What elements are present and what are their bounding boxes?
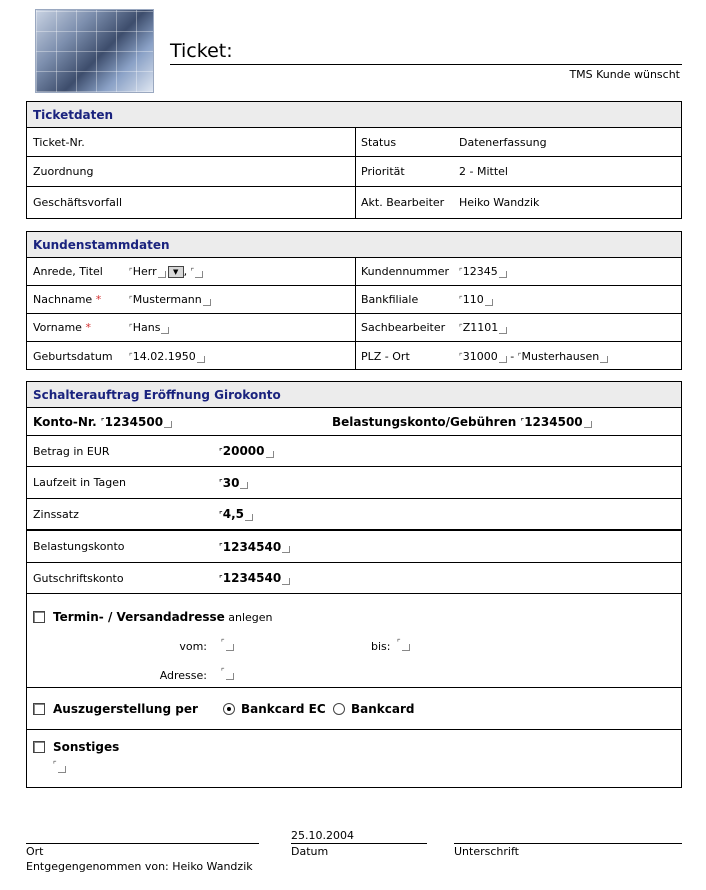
vorname-field[interactable]	[129, 314, 169, 341]
field-start-icon: ⌜	[459, 267, 463, 276]
anrede-field[interactable]: ⌜ Herr ▼ , ⌜	[129, 258, 203, 285]
belastungskonto-value: 1234540	[222, 539, 282, 554]
bis-label: bis:	[371, 640, 391, 653]
page-title: Ticket:	[170, 40, 233, 62]
page-subtitle: TMS Kunde wünscht	[569, 68, 680, 81]
belastungskonto-gebuehren-label: Belastungskonto/Gebühren	[332, 414, 517, 429]
kundenstammdaten-heading: Kundenstammdaten	[27, 232, 681, 258]
ticket-nr-label: Ticket-Nr.	[33, 135, 85, 149]
field-end-icon	[499, 327, 507, 334]
ort-line	[26, 843, 259, 844]
ticketdaten-section	[26, 101, 682, 219]
field-start-icon: ⌜	[190, 267, 195, 276]
ticketdaten-heading: Ticketdaten	[27, 102, 681, 128]
gutschriftskonto-value: 1234540	[222, 571, 282, 585]
bankfiliale-field[interactable]	[459, 286, 493, 313]
konto-nr-field[interactable]	[33, 408, 172, 435]
kundennummer-label: Kundennummer	[361, 265, 449, 278]
nachname-value: Mustermann	[132, 293, 202, 306]
betrag-value: 20000	[222, 444, 265, 458]
field-start-icon: ⌜	[517, 351, 522, 361]
belastungskonto-gebuehren-field[interactable]	[332, 408, 592, 435]
nachname-field[interactable]	[129, 286, 211, 313]
sonstiges-row	[27, 730, 681, 786]
kundenstammdaten-section	[26, 231, 682, 370]
auftrag-row	[27, 436, 681, 467]
zinssatz-label: Zinssatz	[33, 507, 79, 521]
auftrag-row	[27, 467, 681, 499]
field-end-icon	[600, 356, 608, 363]
vorname-label: Vorname *	[33, 321, 91, 334]
kunden-row	[27, 314, 681, 342]
auftrag-row	[27, 563, 681, 594]
bankcard-ec-radio[interactable]	[223, 703, 235, 715]
field-end-icon	[164, 421, 172, 428]
betrag-label: Betrag in EUR	[33, 444, 110, 458]
bankfiliale-label: Bankfiliale	[361, 293, 419, 306]
geburtsdatum-value: 14.02.1950	[132, 349, 196, 363]
sonstiges-label: Sonstiges	[53, 740, 120, 754]
sachbearbeiter-value: Z1101	[462, 321, 499, 334]
header-logo-image	[35, 9, 154, 93]
geburtsdatum-label: Geburtsdatum	[33, 349, 113, 363]
field-start-icon: ⌜	[100, 417, 105, 426]
field-start-icon: ⌜	[459, 295, 463, 304]
auszug-checkbox-group[interactable]	[33, 688, 198, 729]
nachname-label: Nachname *	[33, 293, 102, 306]
field-start-icon: ⌜	[459, 351, 463, 361]
anrede-label: Anrede, Titel	[33, 265, 103, 278]
prioritaet-value: 2 - Mittel	[459, 165, 508, 178]
termin-checkbox-group[interactable]	[33, 610, 273, 624]
bankcard-radio[interactable]	[333, 703, 345, 715]
bankcard-radio-group[interactable]	[333, 688, 415, 729]
konto-row	[27, 408, 681, 436]
auftrag-row	[27, 531, 681, 563]
konto-nr-label: Konto-Nr.	[33, 414, 97, 429]
bis-field[interactable]: ⌜	[397, 638, 410, 654]
field-end-icon	[158, 271, 166, 278]
entgegengenommen-text: Entgegengenommen von: Heiko Wandzik	[26, 860, 253, 873]
bankfiliale-value: 110	[462, 293, 484, 306]
laufzeit-label: Laufzeit in Tagen	[33, 476, 127, 489]
sonstiges-checkbox[interactable]	[33, 741, 45, 753]
plz-ort-field[interactable]: ⌜ 31000 - ⌜ Musterhausen	[459, 342, 608, 370]
geburtsdatum-field[interactable]	[129, 342, 205, 370]
ort-label: Ort	[26, 845, 44, 858]
konto-nr-value: 1234500	[104, 414, 164, 429]
field-end-icon	[499, 271, 507, 278]
field-end-icon	[499, 356, 507, 363]
zuordnung-label: Zuordnung	[33, 165, 94, 178]
status-value: Datenerfassung	[459, 135, 547, 149]
plz-value: 31000	[462, 349, 498, 363]
required-mark: *	[85, 321, 91, 334]
datum-line	[291, 843, 427, 844]
schalterauftrag-heading: Schalterauftrag Eröffnung Girokonto	[27, 382, 681, 408]
datum-value: 25.10.2004	[291, 829, 354, 842]
sachbearbeiter-label: Sachbearbeiter	[361, 321, 446, 334]
bankcard-ec-label: Bankcard EC	[241, 701, 326, 716]
kunden-row	[27, 286, 681, 314]
belastungskonto-field[interactable]: ⌜ 1234540	[219, 531, 290, 562]
title-divider	[170, 64, 682, 65]
field-end-icon	[584, 421, 592, 428]
ticketdaten-row	[27, 187, 681, 218]
ticketdaten-row	[27, 128, 681, 157]
adresse-field[interactable]: ⌜	[221, 667, 234, 683]
gutschriftskonto-label: Gutschriftskonto	[33, 571, 124, 585]
field-end-icon	[195, 271, 203, 278]
termin-label-rest: anlegen	[228, 610, 273, 624]
field-end-icon	[485, 299, 493, 306]
field-start-icon: ⌜	[129, 351, 133, 361]
vorname-value: Hans	[132, 321, 161, 334]
prioritaet-label: Priorität	[361, 165, 405, 178]
termin-label: Termin- / Versandadresse	[53, 610, 225, 624]
geschaeftsvorfall-label: Geschäftsvorfall	[33, 196, 122, 209]
field-start-icon: ⌜	[129, 267, 133, 276]
ticketdaten-row	[27, 157, 681, 187]
entgegengenommen-value: Heiko Wandzik	[172, 860, 253, 873]
status-label: Status	[361, 135, 397, 149]
betrag-field[interactable]: ⌜ 20000	[219, 436, 274, 466]
field-start-icon: ⌜	[129, 323, 133, 332]
bearbeiter-value: Heiko Wandzik	[459, 196, 540, 209]
field-end-icon	[197, 356, 205, 363]
termin-checkbox[interactable]	[33, 611, 45, 623]
adresse-label: Adresse:	[159, 669, 207, 682]
vom-label: vom:	[179, 640, 207, 653]
termin-row	[27, 594, 681, 688]
datum-label: Datum	[291, 845, 329, 858]
plz-ort-label: PLZ - Ort	[361, 349, 410, 363]
laufzeit-value: 30	[222, 475, 240, 490]
zinssatz-field[interactable]: ⌜ 4,5	[219, 499, 253, 529]
unterschrift-line	[454, 843, 682, 844]
field-end-icon	[161, 327, 169, 334]
laufzeit-field[interactable]: ⌜ 30	[219, 467, 248, 498]
bankcard-ec-radio-group[interactable]	[223, 688, 326, 729]
ort-value: Musterhausen	[521, 349, 600, 363]
kunden-row	[27, 258, 681, 286]
bankcard-label: Bankcard	[351, 701, 415, 716]
bearbeiter-label: Akt. Bearbeiter	[361, 196, 445, 209]
gutschriftskonto-field[interactable]: ⌜ 1234540	[219, 563, 290, 593]
required-mark: *	[95, 293, 102, 306]
schalterauftrag-section	[26, 381, 682, 788]
anrede-value: Herr	[132, 265, 157, 278]
auszug-label: Auszugerstellung per	[53, 701, 198, 716]
field-start-icon: ⌜	[129, 295, 133, 304]
unterschrift-label: Unterschrift	[454, 845, 519, 858]
auftrag-row	[27, 499, 681, 531]
auszug-checkbox[interactable]	[33, 703, 45, 715]
sonstiges-checkbox-group[interactable]	[33, 740, 119, 754]
field-start-icon: ⌜	[520, 417, 525, 426]
sonstiges-field[interactable]: ⌜	[53, 760, 66, 776]
kundennummer-field[interactable]	[459, 258, 507, 285]
field-start-icon: ⌜	[459, 323, 463, 332]
zinssatz-value: 4,5	[222, 507, 245, 521]
vom-field[interactable]: ⌜	[221, 638, 234, 654]
kunden-row	[27, 342, 681, 370]
field-end-icon	[203, 299, 211, 306]
sachbearbeiter-field[interactable]	[459, 314, 507, 341]
belastungskonto-gebuehren-value: 1234500	[524, 414, 583, 429]
belastungskonto-label: Belastungskonto	[33, 540, 125, 553]
dropdown-arrow-icon[interactable]: ▼	[168, 266, 184, 278]
kundennummer-value: 12345	[462, 265, 498, 278]
auszug-row	[27, 688, 681, 730]
